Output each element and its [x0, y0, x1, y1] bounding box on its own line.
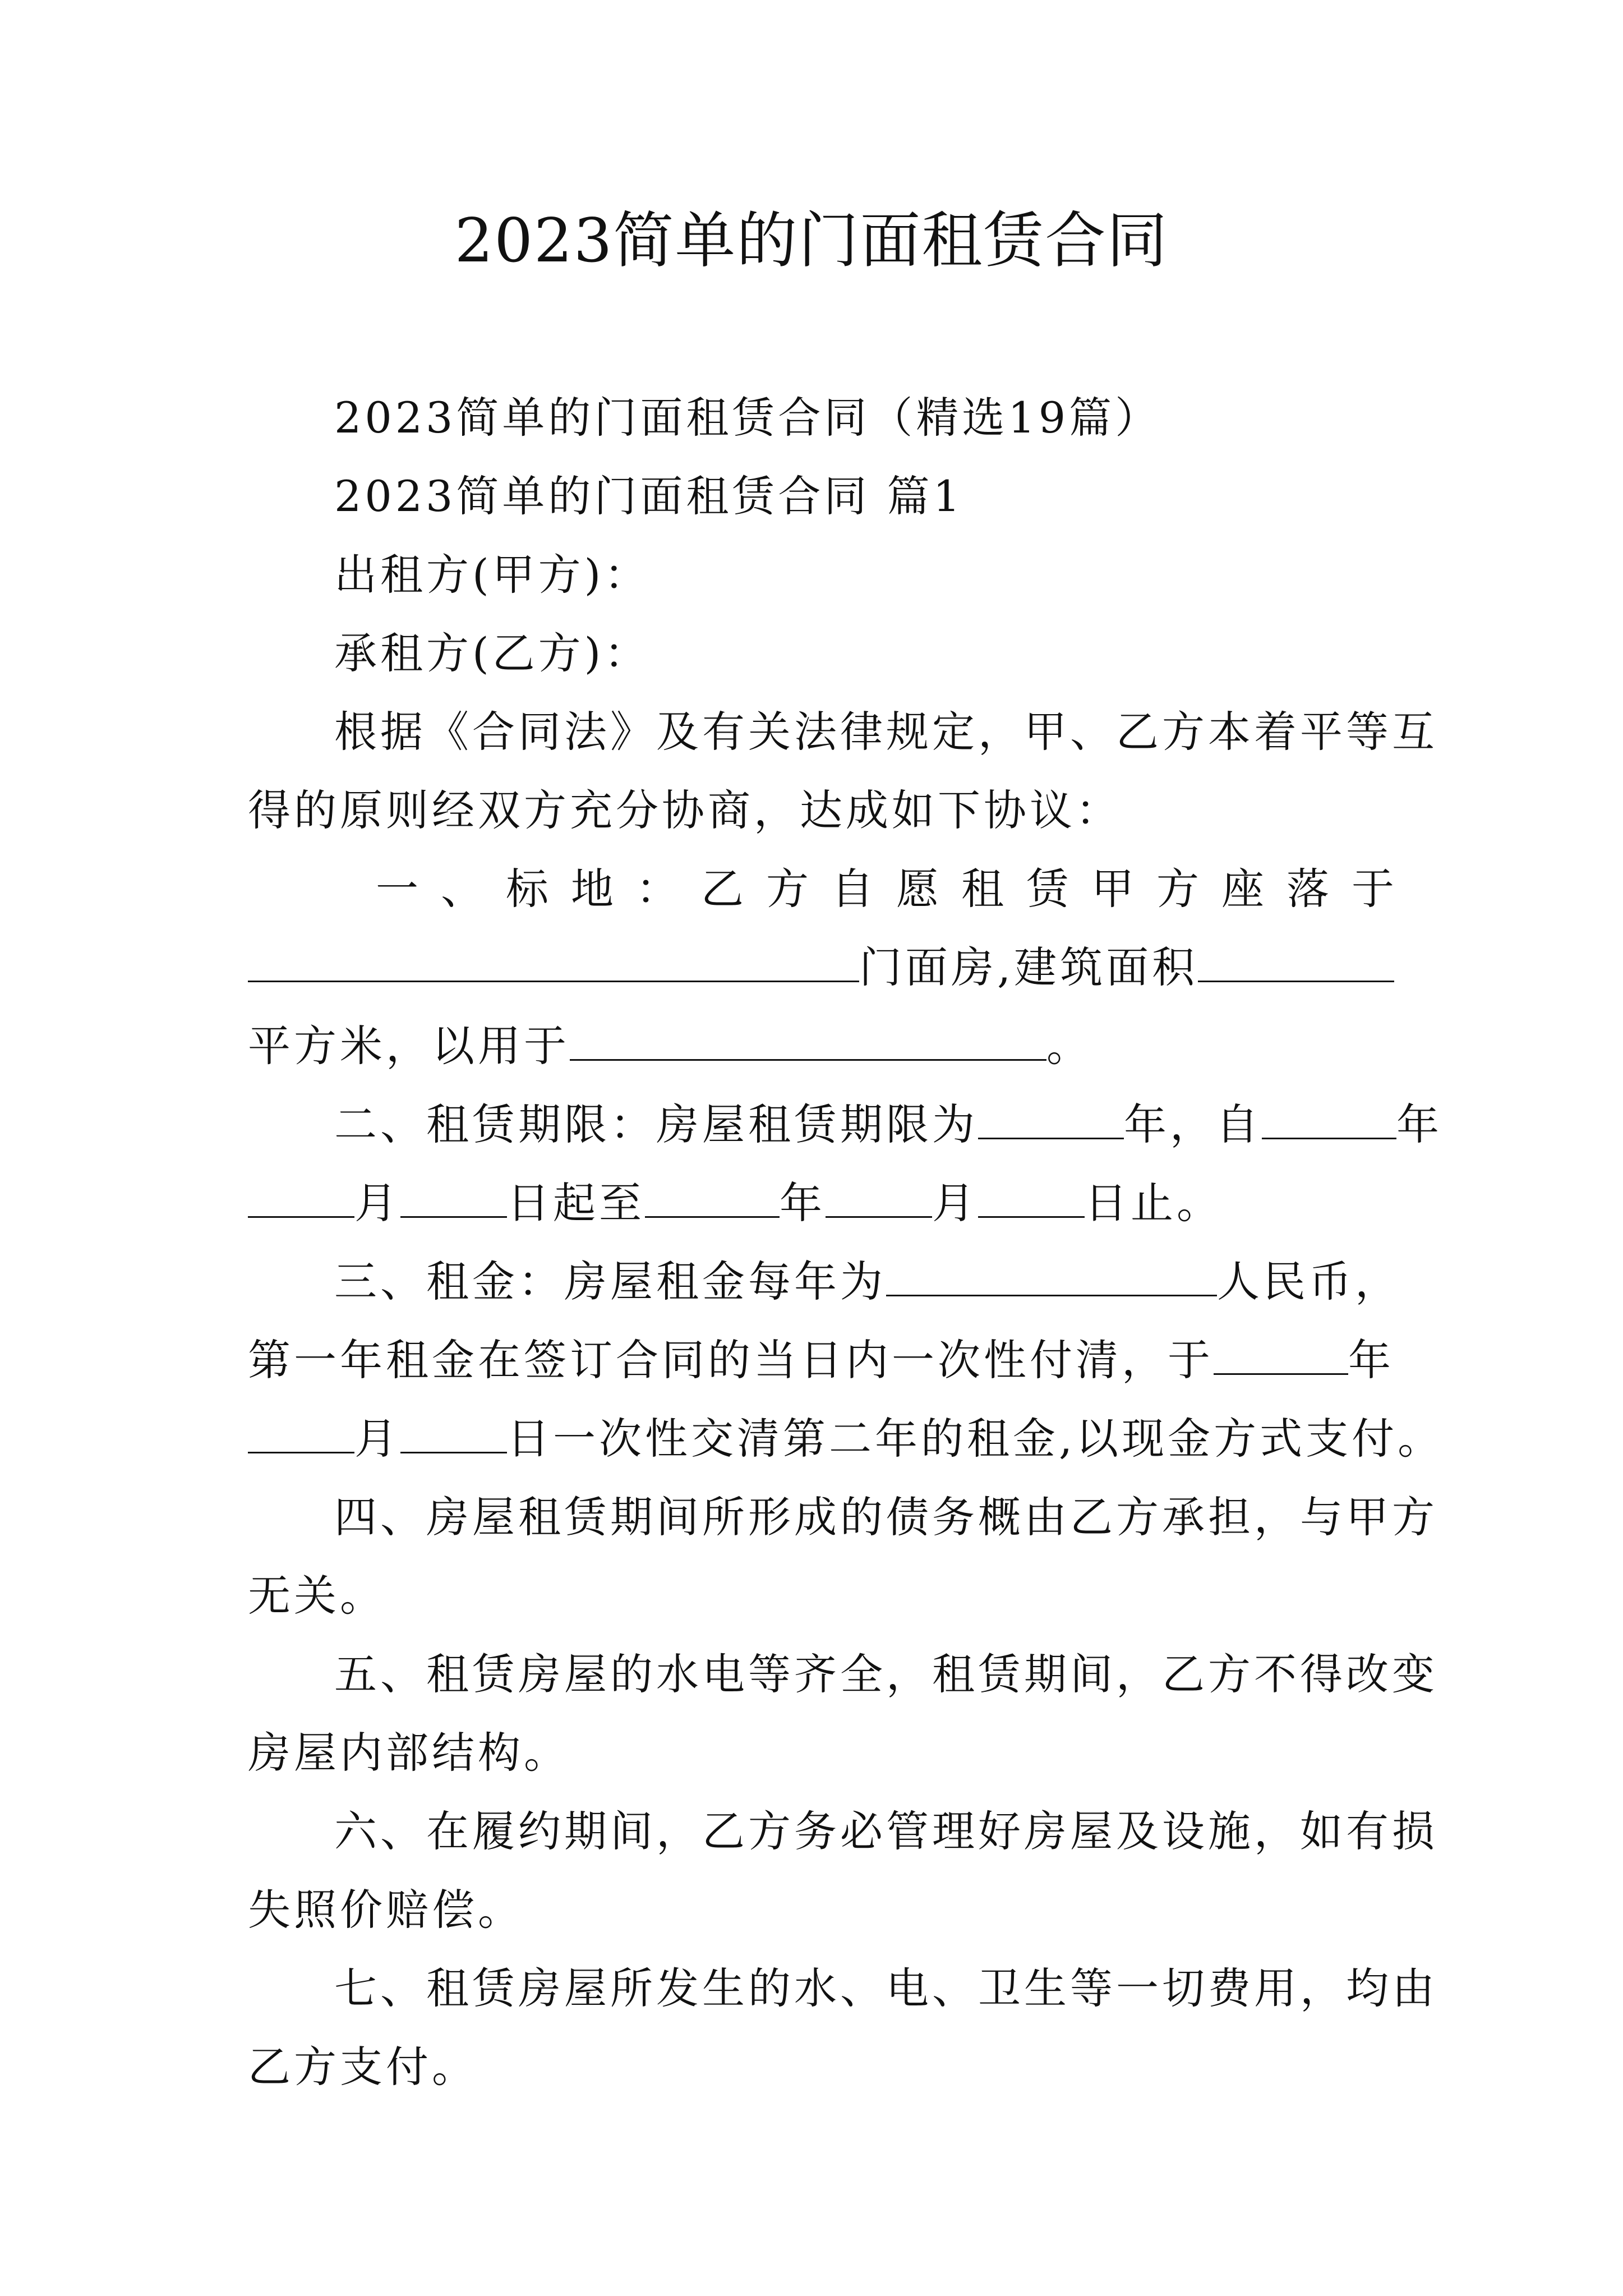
clause-3-line-1 — [334, 1254, 1401, 1310]
clause-2-line-1 — [334, 1097, 1442, 1153]
document-title: 2023简单的门面租赁合同 — [454, 206, 1169, 276]
clause-6-line-2: 失照价赔偿。 — [248, 1885, 524, 1935]
blank-end-year[interactable] — [645, 1176, 780, 1218]
blank-start-year[interactable] — [1262, 1097, 1396, 1139]
clause-1-line-2 — [248, 940, 1381, 996]
blank-end-month[interactable] — [826, 1176, 932, 1218]
clause-3-line-3 — [248, 1411, 1444, 1467]
clause-3-text-c: 日一次性交清第二年的租金,以现金方式支付。 — [507, 1414, 1444, 1464]
clause-3-text-a: 三、租金：房屋租金每年为 — [334, 1257, 886, 1306]
blank-annual-rent[interactable] — [886, 1254, 1217, 1296]
clause-2-end-label: 日止。 — [1085, 1178, 1223, 1228]
clause-6-line-1: 六、在履约期间，乙方务必管理好房屋及设施，如有损 — [334, 1806, 1438, 1856]
blank-usage[interactable] — [570, 1019, 1046, 1061]
clause-2-text-b: 年，自 — [1124, 1099, 1262, 1149]
lessor-label: 出租方(甲方)： — [334, 550, 651, 600]
preamble-line-2: 得的原则经双方充分协商，达成如下协议： — [248, 785, 1122, 835]
clause-1-text-b: 平方米，以用于 — [248, 1021, 570, 1071]
clause-2-month-label: 月 — [354, 1178, 400, 1228]
blank-payment-day[interactable] — [400, 1411, 507, 1453]
clause-3-month-label: 月 — [354, 1414, 400, 1464]
clause-2-year-label: 年 — [780, 1178, 826, 1228]
clause-1-line-3 — [248, 1018, 1381, 1074]
clause-3-text-b: 第一年租金在签订合同的当日内一次性付清，于 — [248, 1335, 1214, 1385]
blank-start-month[interactable] — [248, 1176, 354, 1218]
clause-2-line-2 — [248, 1175, 1381, 1231]
subtitle-selection: 2023简单的门面租赁合同（精选19篇） — [334, 393, 1161, 443]
clause-3-year-label: 年 — [1348, 1335, 1394, 1385]
blank-payment-year[interactable] — [1214, 1333, 1348, 1375]
preamble-line-1: 根据《合同法》及有关法律规定，甲、乙方本着平等互 — [334, 707, 1438, 757]
blank-location[interactable] — [248, 940, 859, 982]
clause-5-line-2: 房屋内部结构。 — [248, 1728, 570, 1778]
clause-5-line-1: 五、租赁房屋的水电等齐全，租赁期间，乙方不得改变 — [334, 1649, 1438, 1699]
section-heading: 2023简单的门面租赁合同 篇1 — [334, 471, 963, 521]
clause-1-text-c: 。 — [1046, 1021, 1092, 1071]
clause-3-line-2 — [248, 1332, 1394, 1388]
clause-3-currency: 人民币， — [1217, 1257, 1401, 1306]
blank-payment-month[interactable] — [248, 1411, 354, 1453]
blank-end-day[interactable] — [978, 1176, 1085, 1218]
clause-1-text-a: 门面房,建筑面积 — [859, 942, 1198, 992]
clause-2-text-a: 二、租赁期限：房屋租赁期限为 — [334, 1099, 978, 1149]
clause-7-line-2: 乙方支付。 — [248, 2042, 478, 2092]
clause-2-text-c: 年 — [1396, 1099, 1442, 1149]
clause-2-from-label: 日起至 — [507, 1178, 645, 1228]
clause-4-line-1: 四、房屋租赁期间所形成的债务概由乙方承担，与甲方 — [334, 1492, 1438, 1542]
clause-2-month-label-2: 月 — [932, 1178, 978, 1228]
blank-area[interactable] — [1198, 940, 1394, 982]
clause-7-line-1: 七、租赁房屋所发生的水、电、卫生等一切费用，均由 — [334, 1963, 1438, 2013]
clause-4-line-2: 无关。 — [248, 1571, 386, 1621]
blank-start-day[interactable] — [400, 1176, 507, 1218]
blank-lease-years[interactable] — [978, 1097, 1124, 1139]
clause-1-line-1: 一、标地：乙方自愿租赁甲方座落于 — [376, 864, 1417, 914]
lessee-label: 承租方(乙方)： — [334, 628, 651, 678]
